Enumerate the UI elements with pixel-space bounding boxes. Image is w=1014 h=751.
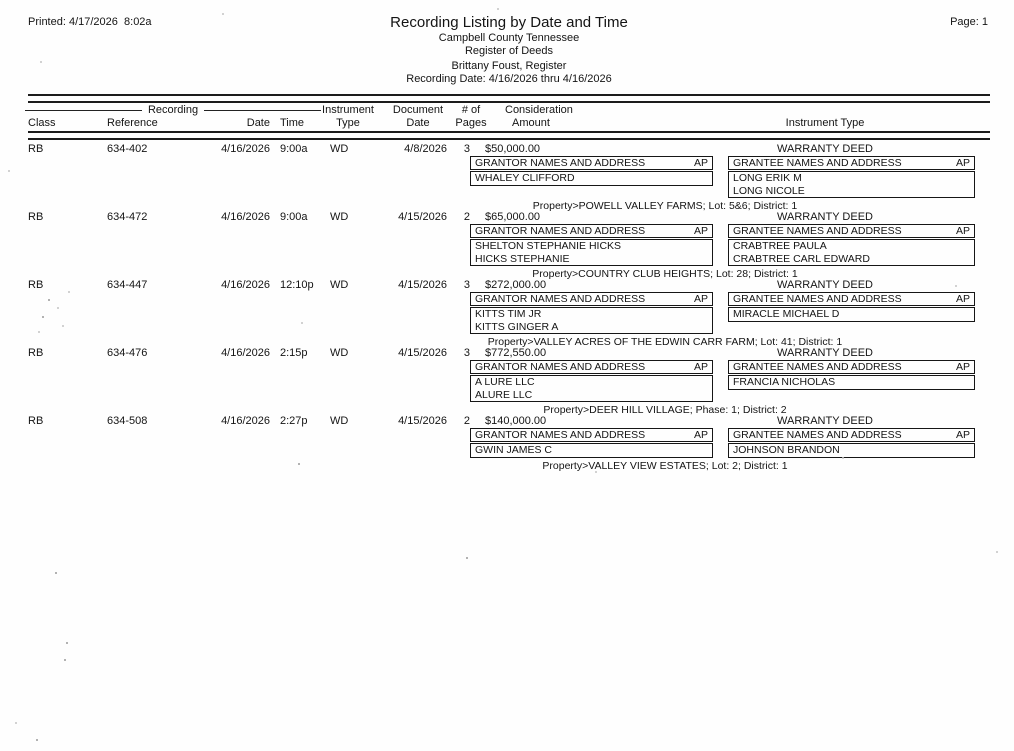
column-header-amount: Amount: [512, 117, 550, 129]
ap-label: AP: [693, 225, 708, 237]
column-group-recording-label: Recording: [147, 104, 199, 116]
record-class: RB: [28, 211, 44, 223]
ap-label: AP: [955, 157, 970, 169]
column-header-instrument-type: Type: [336, 117, 360, 129]
grantor-box: [470, 360, 713, 402]
ap-label: AP: [693, 293, 708, 305]
grantee-header-label: GRANTEE NAMES AND ADDRESS: [733, 157, 902, 169]
property-line: Property>COUNTRY CLUB HEIGHTS; Lot: 28; District: 1: [532, 268, 798, 280]
record-date: 4/16/2026: [221, 415, 270, 427]
grantor-header-label: GRANTOR NAMES AND ADDRESS: [475, 361, 646, 373]
report-subtitle-daterange: Recording Date: 4/16/2026 thru 4/16/2026: [406, 72, 612, 85]
grantor-names: [470, 171, 713, 186]
table-row: [28, 279, 990, 347]
record-pages: 2: [463, 211, 470, 223]
record-instrument-type: WARRANTY DEED: [777, 279, 873, 291]
party-name: ALURE LLC: [475, 388, 533, 401]
grantor-header-label: GRANTOR NAMES AND ADDRESS: [475, 293, 646, 305]
record-class: RB: [28, 347, 44, 359]
grantee-names: [728, 239, 975, 266]
grantor-names: [470, 375, 713, 402]
record-amount: $50,000.00: [485, 143, 541, 155]
record-time: 12:10p: [280, 279, 314, 291]
column-group-recording: [25, 104, 321, 116]
header-top-rule: [28, 94, 990, 103]
page-number: Page: 1: [950, 16, 988, 28]
grantee-header-label: GRANTEE NAMES AND ADDRESS: [733, 429, 902, 441]
property-line: Property>VALLEY ACRES OF THE EDWIN CARR FARM; Lot: 41; District: 1: [487, 336, 843, 348]
record-amount: $272,000.00: [485, 279, 547, 291]
record-instrument-code: WD: [330, 211, 349, 223]
record-instrument-code: WD: [330, 347, 349, 359]
table-row: [28, 211, 990, 279]
party-name: LONG ERIK M: [733, 172, 802, 184]
grantee-box: [728, 428, 975, 458]
column-header-date: Date: [246, 117, 270, 129]
party-name: KITTS TIM JR: [475, 308, 542, 320]
record-reference: 634-476: [107, 347, 148, 359]
records-list: [28, 143, 990, 483]
party-name: SHELTON STEPHANIE HICKS: [475, 240, 622, 252]
record-instrument-type: WARRANTY DEED: [777, 211, 873, 223]
ap-label: AP: [955, 225, 970, 237]
property-line: Property>DEER HILL VILLAGE; Phase: 1; District: 2: [543, 404, 787, 416]
record-date: 4/16/2026: [221, 279, 270, 291]
column-group-consideration: Consideration: [505, 104, 573, 116]
column-headers: [28, 103, 990, 131]
report-subtitle-office: Register of Deeds: [464, 44, 554, 57]
grantee-names: [728, 443, 975, 458]
column-header-pages: Pages: [455, 117, 487, 129]
party-name: HICKS STEPHANIE: [475, 252, 570, 265]
record-document-date: 4/15/2026: [398, 415, 447, 427]
grantee-names: [728, 307, 975, 322]
grantee-box: [728, 224, 975, 266]
record-instrument-type: WARRANTY DEED: [777, 415, 873, 427]
column-header-class: Class: [28, 117, 56, 129]
ap-label: AP: [955, 293, 970, 305]
report-title: Recording Listing by Date and Time: [390, 14, 628, 31]
record-class: RB: [28, 279, 44, 291]
table-row: [28, 143, 990, 211]
grantor-header-label: GRANTOR NAMES AND ADDRESS: [475, 225, 646, 237]
column-header-document-date: Date: [406, 117, 430, 129]
record-reference: 634-402: [107, 143, 148, 155]
record-time: 2:27p: [280, 415, 308, 427]
property-line: Property>POWELL VALLEY FARMS; Lot: 5&6; District: 1: [532, 200, 798, 212]
grantor-names: [470, 239, 713, 266]
record-pages: 3: [463, 143, 470, 155]
column-group-document: Document: [392, 104, 444, 116]
record-reference: 634-472: [107, 211, 148, 223]
party-name: CRABTREE PAULA: [733, 240, 827, 252]
record-instrument-code: WD: [330, 143, 349, 155]
property-line: Property>VALLEY VIEW ESTATES; Lot: 2; District: 1: [542, 459, 788, 472]
record-pages: 3: [463, 347, 470, 359]
party-name: WHALEY CLIFFORD: [475, 172, 575, 184]
record-document-date: 4/15/2026: [398, 347, 447, 359]
ap-label: AP: [693, 361, 708, 373]
party-name: FRANCIA NICHOLAS: [733, 376, 836, 388]
record-instrument-code: WD: [330, 279, 349, 291]
ap-label: AP: [693, 429, 708, 441]
report-subtitle-county: Campbell County Tennessee: [438, 32, 580, 44]
grantor-header-label: GRANTOR NAMES AND ADDRESS: [475, 429, 646, 441]
party-name: GWIN JAMES C: [475, 444, 553, 456]
record-time: 9:00a: [280, 211, 308, 223]
recording-dash-left: [25, 110, 142, 111]
record-instrument-code: WD: [330, 415, 349, 427]
table-row: [28, 347, 990, 415]
table-row: [28, 415, 990, 483]
grantee-names: [728, 171, 975, 198]
record-pages: 2: [463, 415, 470, 427]
grantor-header-label: GRANTOR NAMES AND ADDRESS: [475, 157, 646, 169]
record-date: 4/16/2026: [221, 347, 270, 359]
grantee-header-label: GRANTEE NAMES AND ADDRESS: [733, 225, 902, 237]
column-header-reference: Reference: [107, 117, 158, 129]
column-header-time: Time: [280, 117, 305, 129]
ap-label: AP: [693, 157, 708, 169]
record-class: RB: [28, 143, 44, 155]
column-group-pages: # of: [461, 104, 481, 116]
record-reference: 634-447: [107, 279, 148, 291]
report-titles: [28, 0, 990, 85]
party-name: LONG NICOLE: [733, 184, 805, 197]
grantee-header-label: GRANTEE NAMES AND ADDRESS: [733, 293, 902, 305]
grantor-box: [470, 156, 713, 198]
column-group-instrument: Instrument: [322, 104, 374, 116]
grantee-header-label: GRANTEE NAMES AND ADDRESS: [733, 361, 902, 373]
party-name: JOHNSON BRANDON: [733, 444, 840, 456]
report-subtitle-register: Brittany Foust, Register: [451, 60, 567, 72]
grantor-box: [470, 428, 713, 458]
record-document-date: 4/15/2026: [398, 279, 447, 291]
record-instrument-type: WARRANTY DEED: [777, 347, 873, 359]
record-pages: 3: [463, 279, 470, 291]
grantee-box: [728, 156, 975, 198]
party-name: MIRACLE MICHAEL D: [733, 308, 840, 320]
record-class: RB: [28, 415, 44, 427]
grantor-box: [470, 292, 713, 334]
grantor-box: [470, 224, 713, 266]
record-document-date: 4/15/2026: [398, 211, 447, 223]
record-document-date: 4/8/2026: [404, 143, 447, 155]
grantee-box: [728, 292, 975, 334]
record-amount: $65,000.00: [485, 211, 541, 223]
grantee-box: [728, 360, 975, 402]
record-amount: $140,000.00: [485, 415, 547, 427]
record-time: 2:15p: [280, 347, 308, 359]
grantor-names: [470, 443, 713, 458]
grantee-names: [728, 375, 975, 390]
printed-timestamp: Printed: 4/17/2026 8:02a: [28, 16, 152, 28]
party-name: CRABTREE CARL EDWARD: [733, 252, 870, 265]
header-bottom-rule: [28, 131, 990, 140]
grantor-names: [470, 307, 713, 334]
record-instrument-type: WARRANTY DEED: [777, 143, 873, 155]
report-header: [28, 0, 990, 94]
record-date: 4/16/2026: [221, 143, 270, 155]
ap-label: AP: [955, 361, 970, 373]
column-header-instrument-type-full: Instrument Type: [785, 117, 865, 129]
ap-label: AP: [955, 429, 970, 441]
record-date: 4/16/2026: [221, 211, 270, 223]
party-name: KITTS GINGER A: [475, 320, 559, 333]
record-time: 9:00a: [280, 143, 308, 155]
party-name: A LURE LLC: [475, 376, 535, 388]
record-amount: $772,550.00: [485, 347, 547, 359]
record-reference: 634-508: [107, 415, 148, 427]
